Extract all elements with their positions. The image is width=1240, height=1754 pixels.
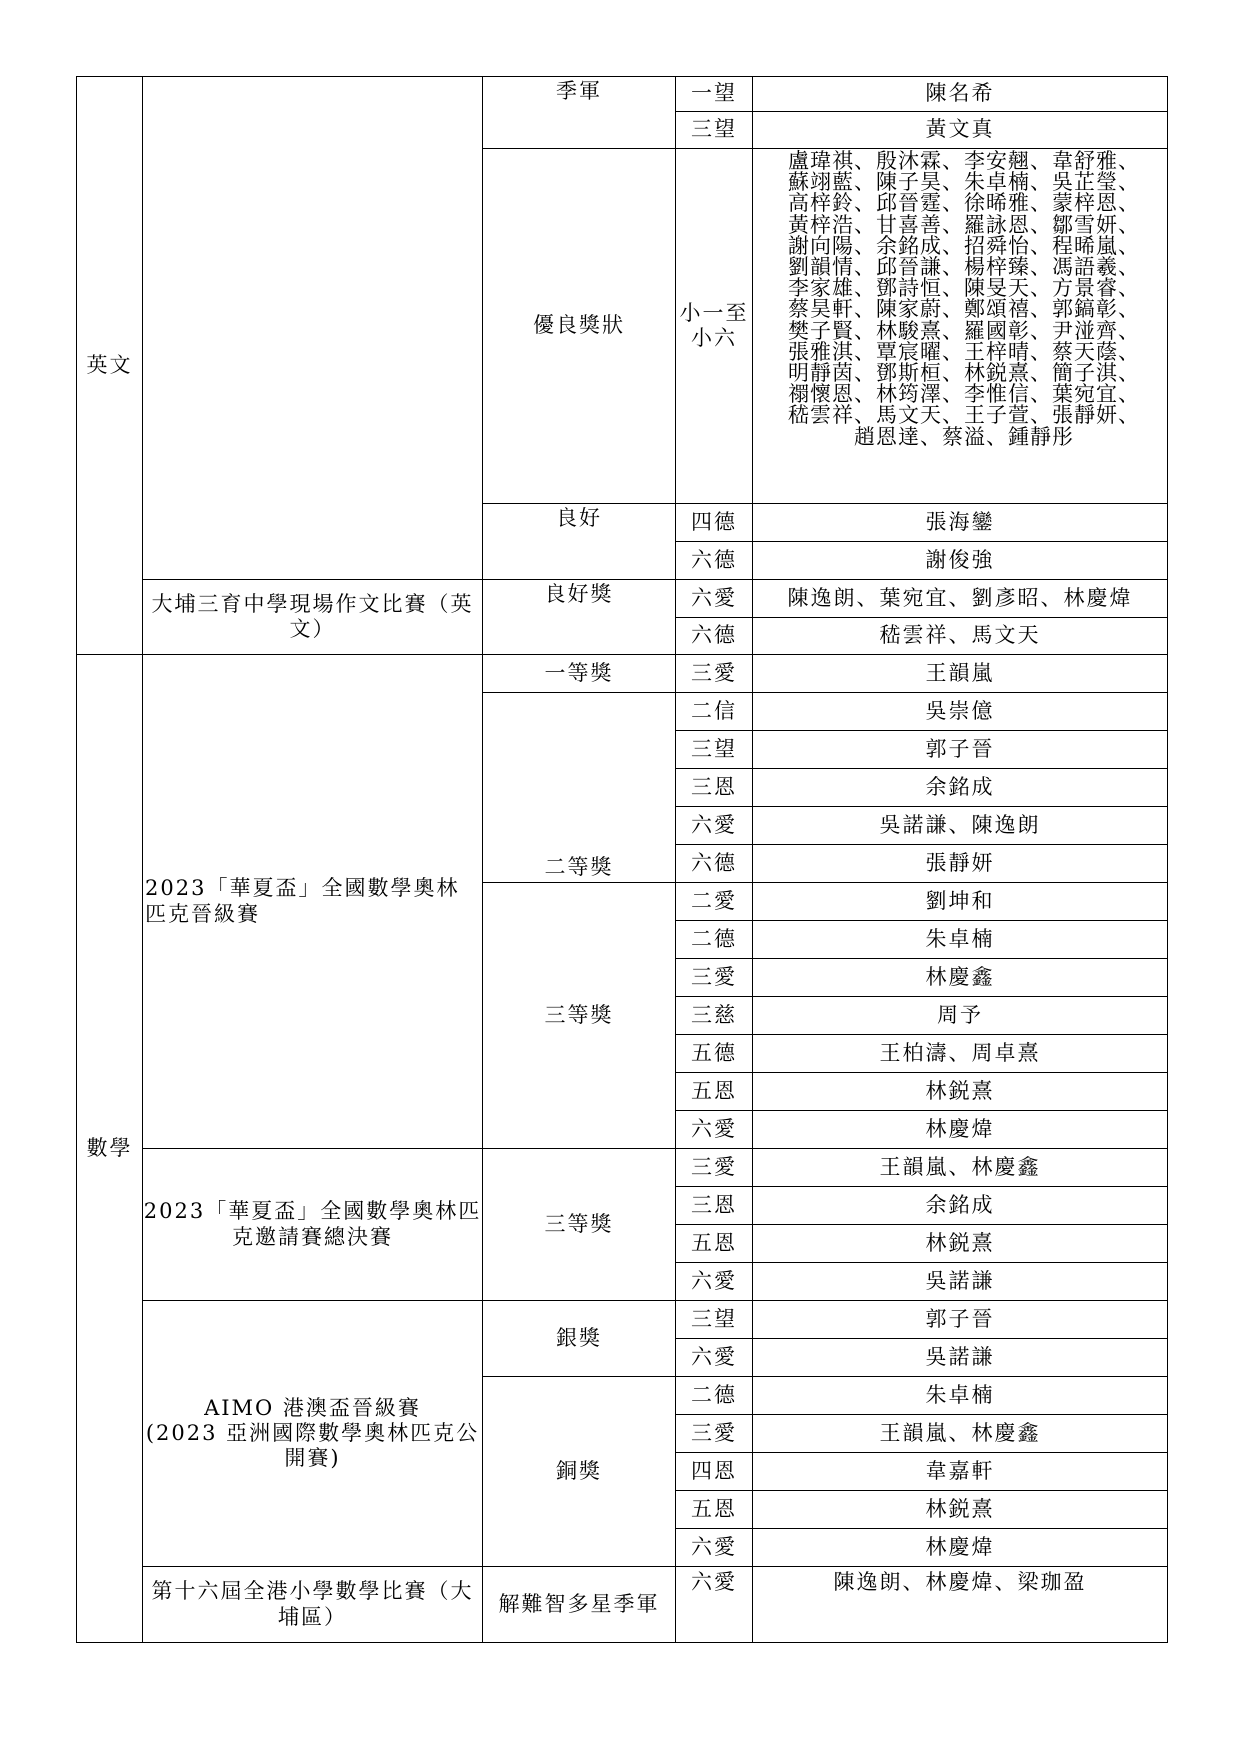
names-cell: 陳名希	[753, 77, 1168, 112]
names-cell: 韋嘉軒	[753, 1453, 1168, 1491]
names-cell: 朱卓楠	[753, 1377, 1168, 1415]
names-cell: 王韻嵐、林慶鑫	[753, 1415, 1168, 1453]
class-cell: 六愛	[676, 580, 753, 618]
name-line: 謝向陽、余銘成、招舜怡、程晞嵐、	[788, 233, 1140, 258]
award-second-prize: 二等獎	[483, 693, 676, 883]
class-cell: 二德	[676, 1377, 753, 1415]
award-good-prize: 良好獎	[483, 580, 676, 655]
name-line: 高梓鈴、邱晉霆、徐晞雅、蒙梓恩、	[788, 191, 1140, 216]
name-line: 樊子賢、林駿熹、羅國彰、尹湴齊、	[788, 318, 1140, 343]
names-cell: 吳諾謙	[753, 1263, 1168, 1301]
names-cell: 林慶鑫	[753, 959, 1168, 997]
name-line: 趙恩達、蔡溢、鍾靜彤	[854, 424, 1074, 449]
award-merit-certificate: 優良獎狀	[483, 149, 676, 504]
class-cell: 六愛	[676, 1529, 753, 1567]
class-cell: 六愛	[676, 1111, 753, 1149]
table-row	[77, 1149, 1168, 1187]
award-silver: 銀獎	[483, 1301, 676, 1377]
class-cell: 三望	[676, 112, 753, 149]
class-cell: 三愛	[676, 1149, 753, 1187]
names-cell: 王韻嵐、林慶鑫	[753, 1149, 1168, 1187]
award-good: 良好	[483, 504, 676, 580]
class-cell: 六愛	[676, 1567, 753, 1643]
class-cell: 三慈	[676, 997, 753, 1035]
names-cell: 嵇雲祥、馬文天	[753, 618, 1168, 655]
names-cell: 郭子晉	[753, 731, 1168, 769]
name-line: 禤懷恩、林筠澤、李惟信、葉宛宜、	[788, 382, 1140, 407]
class-cell: 二信	[676, 693, 753, 731]
names-cell: 吳諾謙	[753, 1339, 1168, 1377]
class-cell: 五恩	[676, 1073, 753, 1111]
class-cell: 六德	[676, 542, 753, 580]
class-cell: 三愛	[676, 1415, 753, 1453]
names-cell: 余銘成	[753, 769, 1168, 807]
competition-hk-primary-math: 第十六屆全港小學數學比賽（大埔區）	[143, 1567, 483, 1643]
competition-essay: 大埔三育中學現場作文比賽（英文）	[143, 580, 483, 655]
class-cell: 三恩	[676, 769, 753, 807]
competition-cell-empty	[143, 77, 483, 580]
name-line: 蘇翊藍、陳子昊、朱卓楠、吳芷瑩、	[788, 170, 1140, 195]
table-row	[77, 655, 1168, 693]
competition-aimo-line1: AIMO 港澳盃晉級賽	[204, 1395, 421, 1420]
names-cell: 朱卓楠	[753, 921, 1168, 959]
class-cell: 三望	[676, 1301, 753, 1339]
names-cell: 陳逸朗、葉宛宜、劉彥昭、林慶煒	[753, 580, 1168, 618]
names-cell: 林慶煒	[753, 1529, 1168, 1567]
subject-math: 數學	[77, 655, 143, 1643]
class-cell: 一望	[676, 77, 753, 112]
names-cell: 林慶煒	[753, 1111, 1168, 1149]
name-line: 黃梓浩、甘喜善、羅詠恩、鄒雪妍、	[788, 212, 1140, 237]
name-line: 盧瑋祺、殷沐霖、李安翹、韋舒雅、	[788, 149, 1140, 173]
class-cell: 六愛	[676, 1263, 753, 1301]
names-cell: 王柏濤、周卓熹	[753, 1035, 1168, 1073]
award-problem-solving-third: 解難智多星季軍	[483, 1567, 676, 1643]
class-cell: 四德	[676, 504, 753, 542]
competition-aimo	[143, 1301, 483, 1567]
class-cell: 六愛	[676, 807, 753, 845]
subject-english: 英文	[77, 77, 143, 655]
class-cell: 四恩	[676, 1453, 753, 1491]
award-third-prize: 三等獎	[483, 883, 676, 1149]
name-line: 嵇雲祥、馬文天、王子萱、張靜妍、	[788, 403, 1140, 428]
name-line: 李家雄、鄧詩恒、陳旻天、方景睿、	[788, 276, 1140, 301]
table-row	[77, 77, 1168, 112]
competition-huaxia-promotion: 2023「華夏盃」全國數學奧林匹克晉級賽	[143, 655, 483, 1149]
table-row	[77, 1301, 1168, 1339]
competition-aimo-line2: (2023 亞洲國際數學奧林匹克公開賽)	[145, 1420, 480, 1471]
class-cell: 二愛	[676, 883, 753, 921]
names-cell: 林鋭熹	[753, 1491, 1168, 1529]
names-cell: 王韻嵐	[753, 655, 1168, 693]
competition-huaxia-final: 2023「華夏盃」全國數學奧林匹克邀請賽總決賽	[143, 1149, 483, 1301]
names-cell: 余銘成	[753, 1187, 1168, 1225]
class-cell: 五德	[676, 1035, 753, 1073]
class-cell: 五恩	[676, 1491, 753, 1529]
award-bronze: 銅獎	[483, 1377, 676, 1567]
names-cell: 林鋭熹	[753, 1073, 1168, 1111]
names-cell: 黃文真	[753, 112, 1168, 149]
names-cell: 吳崇億	[753, 693, 1168, 731]
names-cell: 謝俊強	[753, 542, 1168, 580]
class-range-cell: 小一至小六	[676, 149, 753, 504]
names-cell: 陳逸朗、林慶煒、梁珈盈	[753, 1567, 1168, 1643]
name-line: 劉韻情、邱晉謙、楊梓臻、馮語羲、	[788, 255, 1140, 280]
award-third-place: 季軍	[483, 77, 676, 149]
name-line: 明靜茵、鄧斯桓、林鋭熹、簡子淇、	[788, 361, 1140, 386]
class-cell: 五恩	[676, 1225, 753, 1263]
class-cell: 二德	[676, 921, 753, 959]
class-cell: 三恩	[676, 1187, 753, 1225]
class-cell: 六愛	[676, 1339, 753, 1377]
names-cell: 吳諾謙、陳逸朗	[753, 807, 1168, 845]
table-row	[77, 1567, 1168, 1643]
names-cell: 張海鑾	[753, 504, 1168, 542]
class-cell: 三愛	[676, 655, 753, 693]
table-row	[77, 580, 1168, 618]
names-cell: 郭子晉	[753, 1301, 1168, 1339]
name-line: 張雅淇、覃宸曜、王梓晴、蔡天蔭、	[788, 339, 1140, 364]
award-third-prize: 三等獎	[483, 1149, 676, 1301]
class-cell: 六德	[676, 618, 753, 655]
names-cell: 林鋭熹	[753, 1225, 1168, 1263]
awards-table	[76, 76, 1168, 1643]
names-cell: 張靜妍	[753, 845, 1168, 883]
class-cell: 六德	[676, 845, 753, 883]
class-cell: 三愛	[676, 959, 753, 997]
names-cell: 劉坤和	[753, 883, 1168, 921]
award-first-prize: 一等獎	[483, 655, 676, 693]
class-cell: 三望	[676, 731, 753, 769]
merit-names-block	[753, 149, 1168, 504]
name-line: 蔡昊軒、陳家蔚、鄭頌禧、郭鎬彰、	[788, 297, 1140, 322]
names-cell: 周予	[753, 997, 1168, 1035]
